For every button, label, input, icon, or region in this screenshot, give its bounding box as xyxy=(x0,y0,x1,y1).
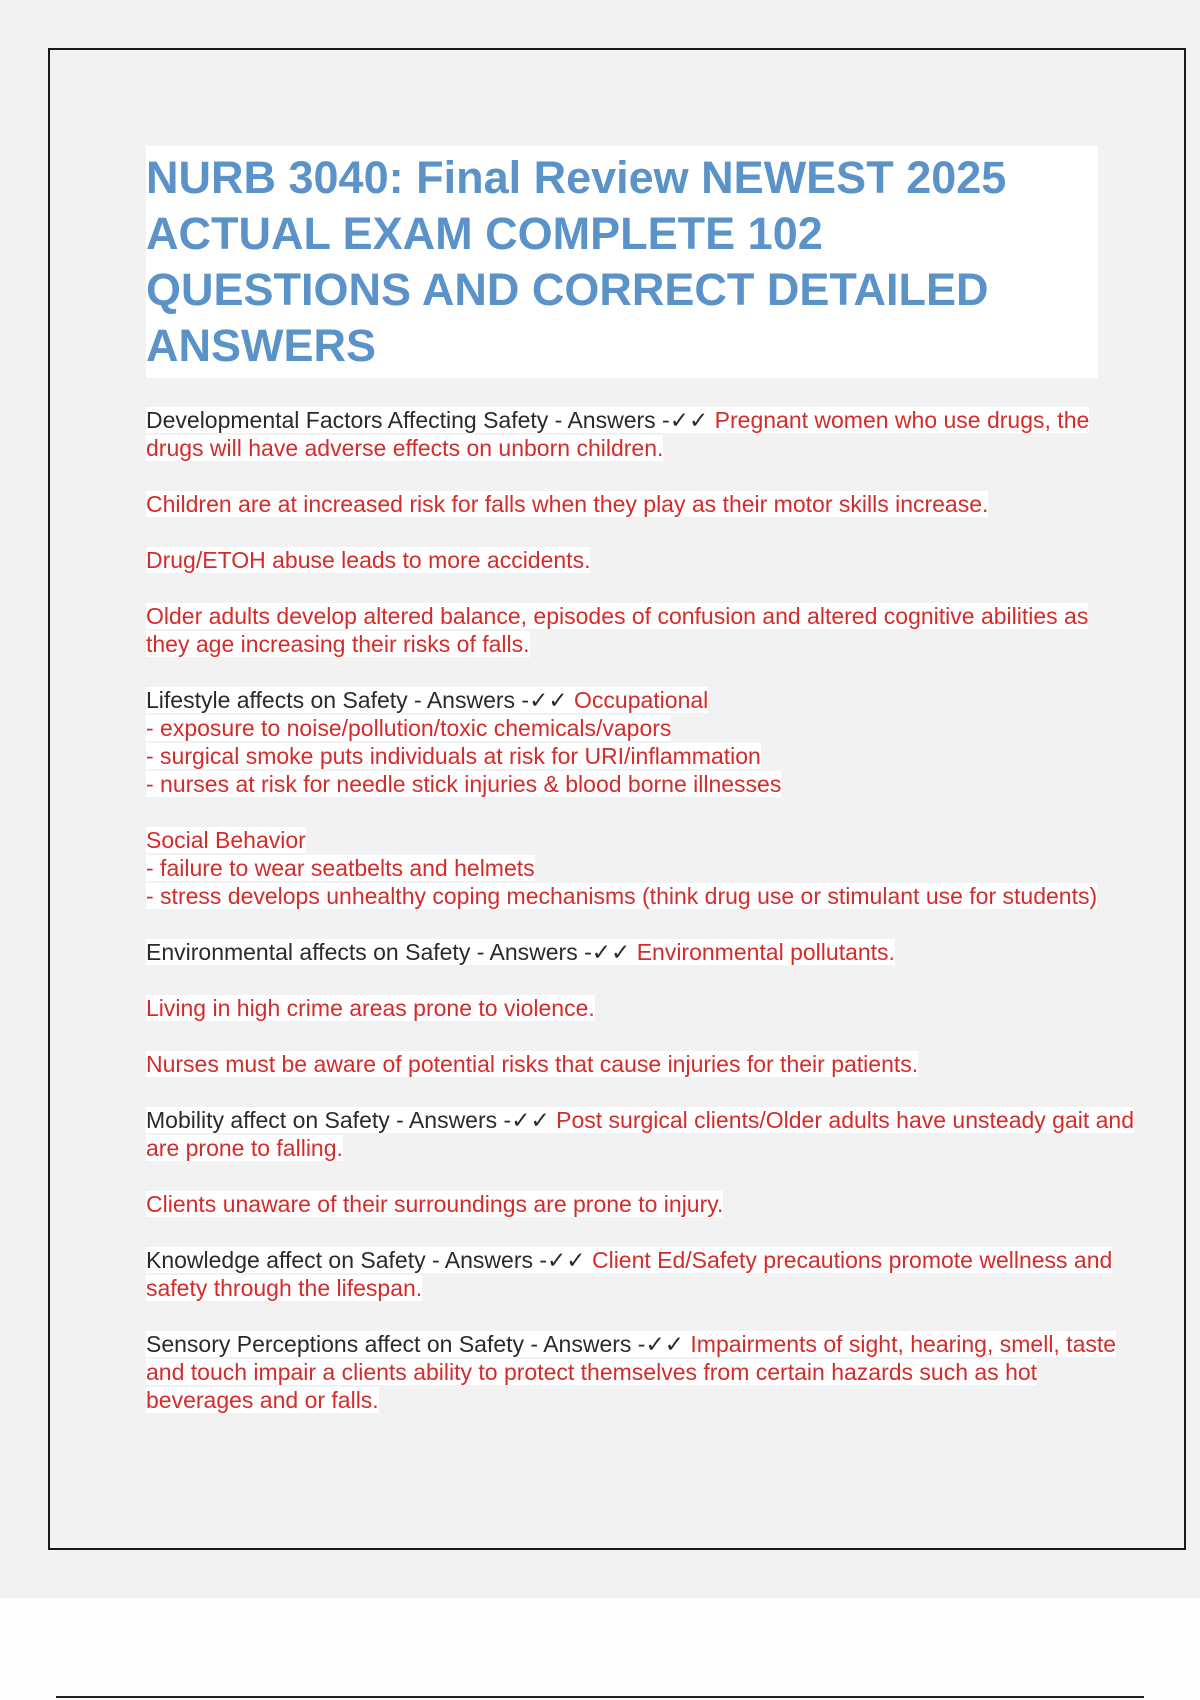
check-icon: ✓✓ xyxy=(529,687,575,713)
answer-text: Older adults develop altered balance, episodes of confusion and altered cognitive abilities as they age increasing their risks of falls. xyxy=(146,603,1089,657)
next-page-edge xyxy=(0,1598,1200,1700)
check-icon: ✓✓ xyxy=(669,407,715,433)
qa-block xyxy=(146,1246,1136,1302)
answer-text: Occupational - exposure to noise/pollution/toxic chemicals/vapors - surgical smoke puts individuals at risk for URI/inflammation - nurses at risk for needle stick injuries & blood borne illnesses xyxy=(146,687,782,797)
page-divider xyxy=(56,1696,1144,1698)
qa-block xyxy=(146,686,1136,798)
answer-text: Client Ed/Safety precautions promote wellness and safety through the lifespan. xyxy=(146,1247,1113,1301)
answer-paragraph xyxy=(146,994,1136,1022)
question-text: Knowledge affect on Safety xyxy=(146,1247,426,1273)
answer-text: Nurses must be aware of potential risks that cause injuries for their patients. xyxy=(146,1051,919,1077)
document-page xyxy=(48,48,1186,1550)
answer-text: Clients unaware of their surroundings are prone to injury. xyxy=(146,1191,724,1217)
answers-separator: - Answers - xyxy=(548,407,670,433)
answer-paragraph xyxy=(146,1190,1136,1218)
question-text: Environmental affects on Safety xyxy=(146,939,471,965)
answer-text: Post surgical clients/Older adults have unsteady gait and are prone to falling. xyxy=(146,1107,1135,1161)
answer-text: Children are at increased risk for falls when they play as their motor skills increase. xyxy=(146,491,989,517)
answers-separator: - Answers - xyxy=(425,1247,548,1273)
answer-text: Living in high crime areas prone to violence. xyxy=(146,995,595,1021)
answers-separator: - Answers - xyxy=(524,1331,646,1357)
answer-text: Environmental pollutants. xyxy=(636,939,895,965)
question-text: Mobility affect on Safety xyxy=(146,1107,390,1133)
answer-paragraph xyxy=(146,826,1136,910)
answers-separator: - Answers - xyxy=(389,1107,512,1133)
answer-text: Impairments of sight, hearing, smell, taste and touch impair a clients ability to protect themselves from certain hazards such as hot beverages and or falls. xyxy=(146,1331,1117,1413)
question-text: Sensory Perceptions affect on Safety xyxy=(146,1331,525,1357)
qa-block xyxy=(146,938,1136,966)
answer-paragraph xyxy=(146,546,1136,574)
question-text: Lifestyle affects on Safety xyxy=(146,687,408,713)
answer-text: Social Behavior - failure to wear seatbelts and helmets - stress develops unhealthy coping mechanisms (think drug use or stimulant use for students) xyxy=(146,827,1098,909)
answer-paragraph xyxy=(146,602,1136,658)
qa-block xyxy=(146,1330,1136,1414)
answer-text: Pregnant women who use drugs, the drugs will have adverse effects on unborn children. xyxy=(146,407,1090,461)
document-content xyxy=(146,146,1136,1442)
check-icon: ✓✓ xyxy=(591,939,637,965)
question-text: Developmental Factors Affecting Safety xyxy=(146,407,549,433)
check-icon: ✓✓ xyxy=(511,1107,557,1133)
answer-text: Drug/ETOH abuse leads to more accidents. xyxy=(146,547,591,573)
check-icon: ✓✓ xyxy=(547,1247,592,1273)
answer-paragraph xyxy=(146,490,1136,518)
qa-block xyxy=(146,406,1136,462)
document-title: NURB 3040: Final Review NEWEST 2025 ACTUAL EXAM COMPLETE 102 QUESTIONS AND CORRECT DETAILED ANSWERS xyxy=(146,146,1098,378)
check-icon: ✓✓ xyxy=(645,1331,691,1357)
answer-paragraph xyxy=(146,1050,1136,1078)
answers-separator: - Answers - xyxy=(470,939,592,965)
qa-block xyxy=(146,1106,1136,1162)
answers-separator: - Answers - xyxy=(407,687,530,713)
